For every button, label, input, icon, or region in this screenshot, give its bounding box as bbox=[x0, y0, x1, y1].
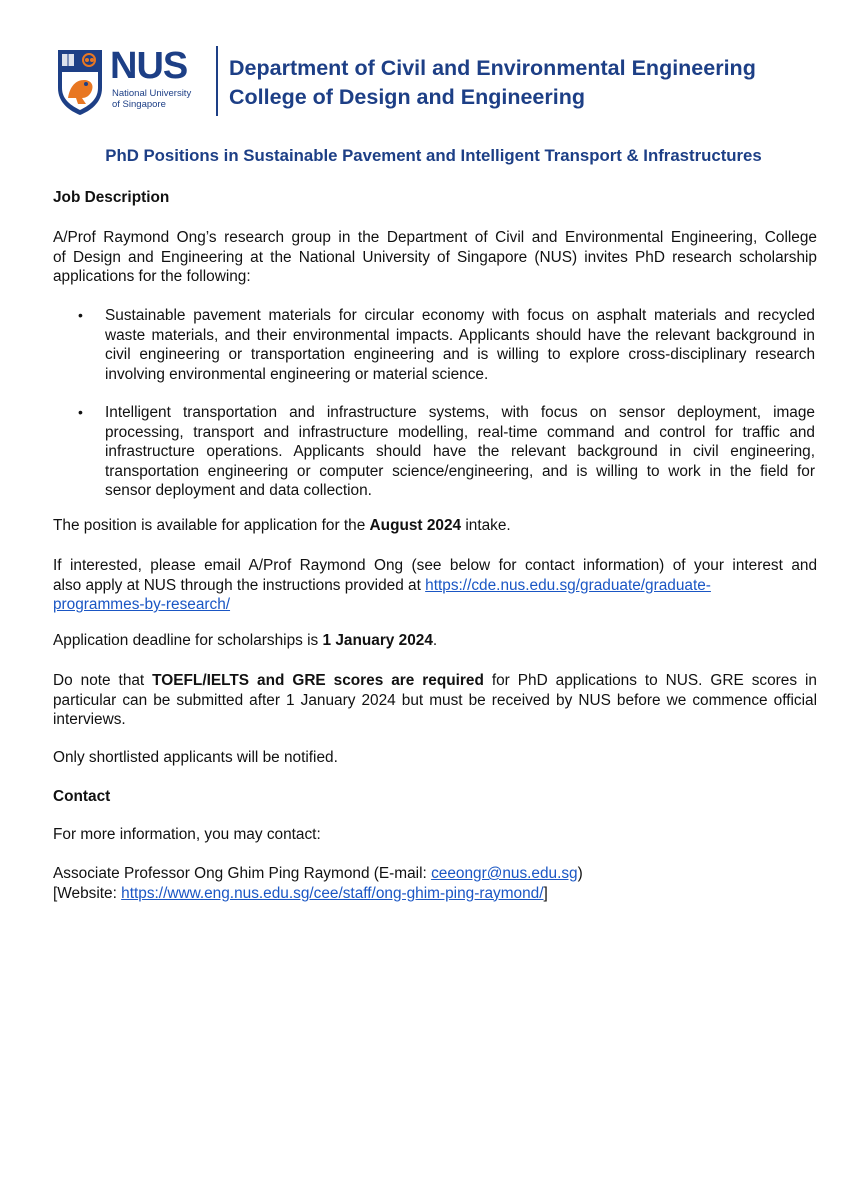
bullet-line: Intelligent transportation and infrastructure systems, with focus on sensor deployment, image bbox=[105, 404, 815, 421]
website-label: [Website: bbox=[53, 884, 122, 902]
header-divider bbox=[216, 46, 218, 116]
intro-paragraph bbox=[53, 228, 817, 287]
bullet-line: sensor deployment and data collection. bbox=[105, 482, 372, 499]
bullet-item-transport bbox=[105, 403, 815, 501]
department-name bbox=[229, 54, 756, 112]
interest-line: If interested, please email A/Prof Raymond Ong (see below for contact information) of your interest and bbox=[53, 557, 817, 574]
graduate-programmes-link-cont[interactable]: programmes-by-research/ bbox=[53, 596, 231, 613]
graduate-programmes-link[interactable]: https://cde.nus.edu.sg/graduate/graduate- bbox=[425, 576, 711, 594]
contact-name: Associate Professor Ong Ghim Ping Raymond (E-mail: bbox=[53, 865, 432, 882]
bullet-line: transportation engineering or computer science/engineering, and is willing to work in the field for bbox=[105, 462, 815, 480]
contact-paren: ) bbox=[577, 865, 583, 882]
intro-line: of Design and Engineering at the National University of Singapore (NUS) invites PhD research scholarship bbox=[53, 248, 817, 266]
note-required: TOEFL/IELTS and GRE scores are required bbox=[152, 672, 484, 689]
nus-crest-icon bbox=[56, 48, 104, 116]
scores-note-paragraph bbox=[53, 671, 817, 730]
bullet-icon: • bbox=[78, 307, 83, 323]
note-line bbox=[53, 671, 817, 691]
website-link[interactable]: https://www.eng.nus.edu.sg/cee/staff/ong-ghim-ping-raymond/ bbox=[121, 884, 544, 902]
position-intake: August 2024 bbox=[369, 517, 462, 534]
note-line: interviews. bbox=[53, 711, 126, 728]
interest-paragraph bbox=[53, 556, 817, 615]
header bbox=[56, 44, 836, 118]
email-link[interactable]: ceeongr@nus.edu.sg bbox=[431, 865, 578, 882]
deadline-text-end: . bbox=[432, 632, 438, 649]
bullet-line: waste materials, and their environmental impacts. Applicants should have the relevant background in bbox=[105, 326, 815, 344]
deadline-text: Application deadline for scholarships is bbox=[53, 632, 323, 649]
bullet-item-pavement bbox=[105, 306, 815, 384]
deadline-paragraph bbox=[53, 631, 817, 651]
contact-heading: Contact bbox=[53, 788, 111, 805]
bullet-icon: • bbox=[78, 404, 83, 420]
interest-line bbox=[53, 576, 817, 596]
position-text-end: intake. bbox=[461, 517, 511, 534]
nus-logo-subtitle bbox=[112, 88, 191, 110]
intro-line: applications for the following: bbox=[53, 268, 251, 285]
deadline-date: 1 January 2024 bbox=[322, 632, 433, 649]
contact-intro: For more information, you may contact: bbox=[53, 826, 321, 843]
job-description-heading: Job Description bbox=[53, 189, 170, 206]
contact-line bbox=[53, 864, 817, 884]
logo-sub-line2: of Singapore bbox=[112, 99, 166, 110]
dept-line2: College of Design and Engineering bbox=[229, 85, 585, 109]
note-text: for PhD applications to NUS. GRE scores in bbox=[483, 672, 817, 689]
bullet-line: involving environmental engineering or material science. bbox=[105, 365, 489, 383]
note-line: particular can be submitted after 1 January 2024 but must be received by NUS before we commence official bbox=[53, 691, 817, 709]
intro-line: A/Prof Raymond Ong’s research group in the Department of Civil and Environmental Engineering, College bbox=[53, 229, 817, 246]
dept-line1: Department of Civil and Environmental Engineering bbox=[229, 56, 756, 80]
shortlist-paragraph: Only shortlisted applicants will be notified. bbox=[53, 749, 338, 766]
bullet-line: Sustainable pavement materials for circular economy with focus on asphalt materials and recycled bbox=[105, 307, 815, 324]
position-paragraph bbox=[53, 516, 817, 536]
interest-line bbox=[53, 595, 817, 615]
page-title: PhD Positions in Sustainable Pavement and Intelligent Transport & Infrastructures bbox=[105, 146, 762, 165]
note-text: Do note that bbox=[53, 672, 153, 689]
contact-line bbox=[53, 884, 817, 904]
bullet-line: civil engineering or transportation engineering and is willing to explore cross-disciplinary research bbox=[105, 346, 815, 363]
bullet-line: infrastructure operations. Applicants should have the relevant background in civil engineering, bbox=[105, 443, 815, 460]
nus-logo-text: NUS bbox=[110, 45, 188, 87]
website-bracket: ] bbox=[543, 884, 548, 902]
logo-sub-line1: National University bbox=[112, 88, 192, 99]
position-text: The position is available for application for the bbox=[53, 517, 370, 534]
bullet-line: processing, transport and infrastructure modelling, real-time command and control for traffic and bbox=[105, 423, 815, 441]
contact-details bbox=[53, 864, 817, 903]
interest-text: also apply at NUS through the instructions provided at bbox=[53, 576, 426, 594]
